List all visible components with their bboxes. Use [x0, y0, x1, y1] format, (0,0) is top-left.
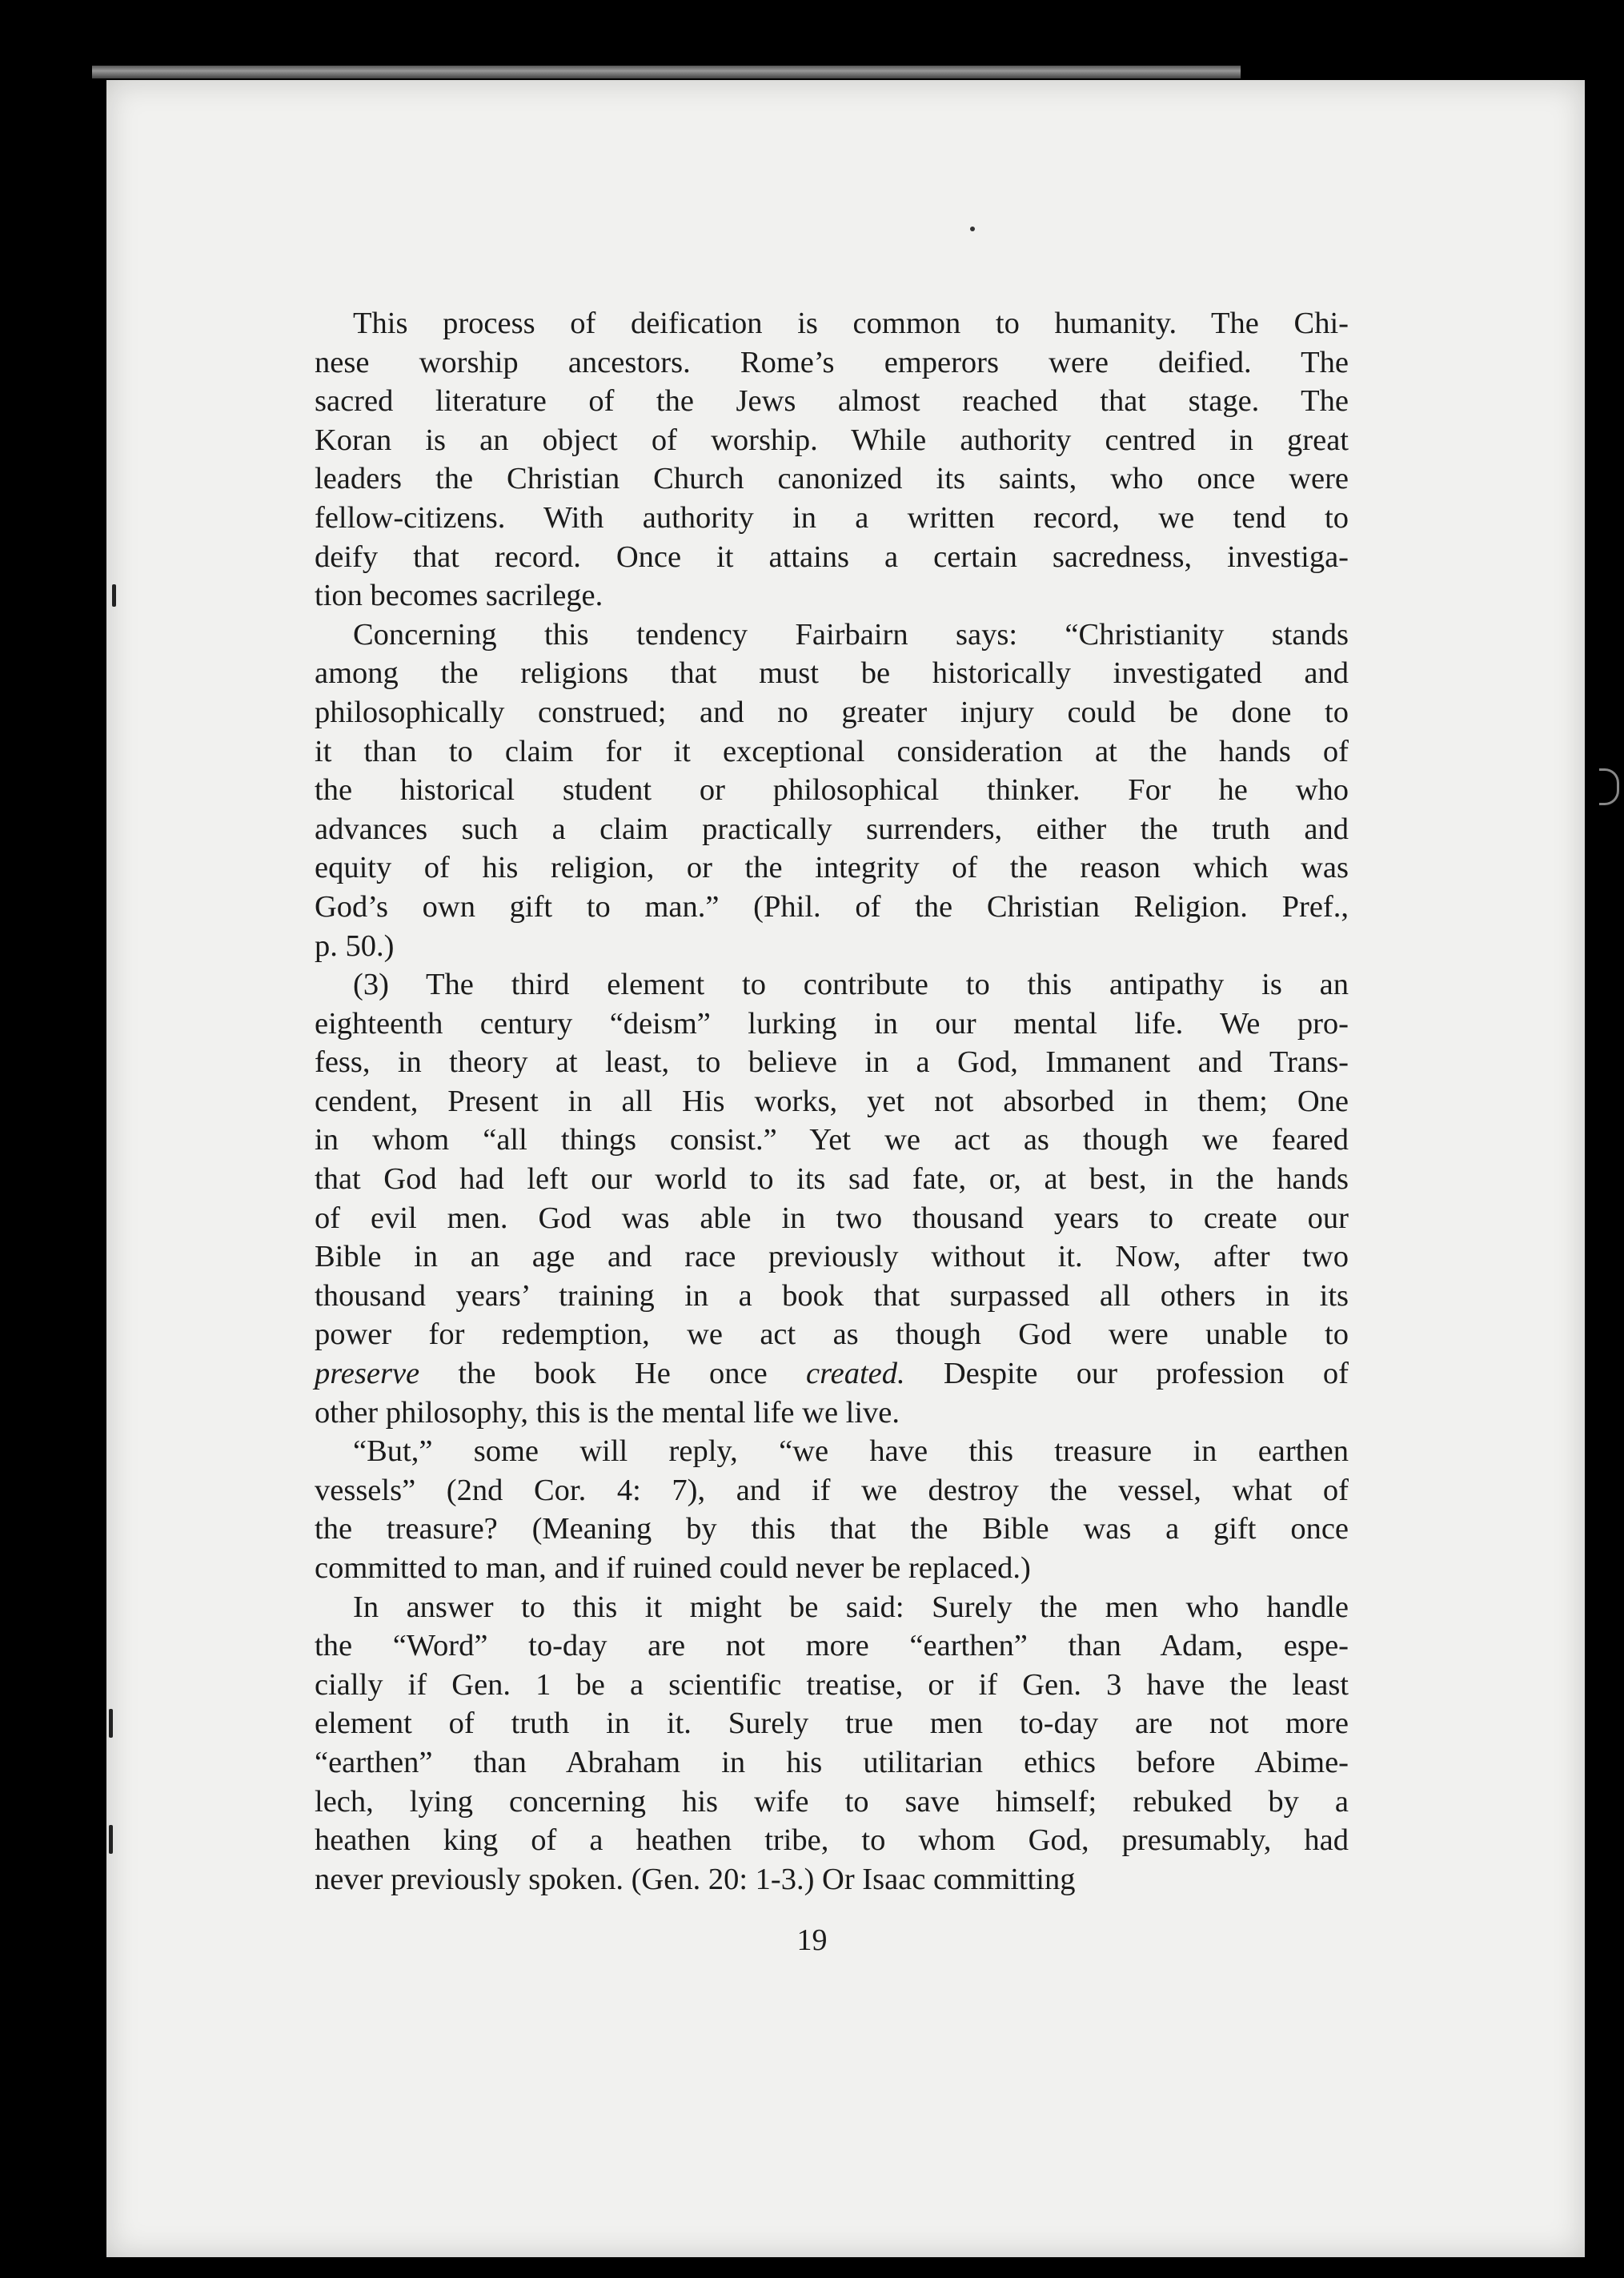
- text-line: thousand years’ training in a book that surpassed all others in its: [315, 1278, 1349, 1313]
- margin-mark: [109, 1825, 113, 1854]
- text-line: it than to claim for it exceptional consideration at the hands of: [315, 734, 1349, 768]
- paragraph: [315, 616, 1349, 965]
- text-line: deify that record. Once it attains a certain sacredness, investiga-: [315, 539, 1349, 574]
- text-line: cially if Gen. 1 be a scientific treatise, or if Gen. 3 have the least: [315, 1667, 1349, 1702]
- text-line: God’s own gift to man.” (Phil. of the Christian Religion. Pref.,: [315, 889, 1349, 924]
- text-line: In answer to this it might be said: Surely the men who handle: [353, 1590, 1349, 1624]
- text-line: power for redemption, we act as though God were unable to: [315, 1317, 1349, 1352]
- text-line: vessels” (2nd Cor. 4: 7), and if we destroy the vessel, what of: [315, 1473, 1349, 1507]
- paragraph: [315, 1588, 1349, 1899]
- text-line: the “Word” to-day are not more “earthen” than Adam, espe-: [315, 1629, 1349, 1663]
- text-line: sacred literature of the Jews almost reached that stage. The: [315, 384, 1349, 419]
- text-line: Concerning this tendency Fairbairn says: “Christianity stands: [353, 617, 1349, 652]
- text-line: “earthen” than Abraham in his utilitarian ethics before Abime-: [315, 1745, 1349, 1779]
- text-line: that God had left our world to its sad fate, or, at best, in the hands: [315, 1162, 1349, 1197]
- page-clip-mark: [1599, 768, 1619, 805]
- text-line: fellow-citizens. With authority in a written record, we tend to: [315, 500, 1349, 535]
- text-line: in whom “all things consist.” Yet we act as though we feared: [315, 1123, 1349, 1157]
- text-line: eighteenth century “deism” lurking in our mental life. We pro-: [315, 1006, 1349, 1041]
- paragraph: [315, 965, 1349, 1432]
- text-line: heathen king of a heathen tribe, to whom God, presumably, had: [315, 1823, 1349, 1858]
- paragraph: [315, 1432, 1349, 1587]
- text-line: of evil men. God was able in two thousand years to create our: [315, 1201, 1349, 1235]
- text-line: Koran is an object of worship. While authority centred in great: [315, 423, 1349, 457]
- film-edge: [92, 66, 1241, 78]
- text-line: This process of deification is common to humanity. The Chi-: [353, 307, 1349, 340]
- text-line: lech, lying concerning his wife to save himself; rebuked by a: [315, 1784, 1349, 1819]
- text-line: element of truth in it. Surely true men to-day are not more: [315, 1706, 1349, 1741]
- text-line: leaders the Christian Church canonized its saints, who once were: [315, 462, 1349, 496]
- text-line: the treasure? (Meaning by this that the Bible was a gift once: [315, 1512, 1349, 1546]
- text-line: never previously spoken. (Gen. 20: 1-3.) Or Isaac committing: [315, 1862, 1076, 1896]
- text-line: preserve the book He once created. Despite our profession of: [315, 1357, 1349, 1391]
- text-line: fess, in theory at least, to believe in a God, Immanent and Trans-: [315, 1045, 1349, 1080]
- text-line: equity of his religion, or the integrity of the reason which was: [315, 851, 1349, 885]
- text-line: Bible in an age and race previously without it. Now, after two: [315, 1240, 1349, 1274]
- page-number: 19: [796, 1923, 828, 1957]
- margin-mark: [112, 584, 116, 607]
- text-line: nese worship ancestors. Rome’s emperors were deified. The: [315, 345, 1349, 379]
- ink-speck: [970, 227, 975, 231]
- text-line: other philosophy, this is the mental life we live.: [315, 1395, 900, 1430]
- text-line: committed to man, and if ruined could never be replaced.): [315, 1551, 1031, 1585]
- paragraph: [315, 304, 1349, 616]
- margin-mark: [109, 1709, 113, 1738]
- text-line: advances such a claim practically surrenders, either the truth and: [315, 812, 1349, 846]
- text-line: “But,” some will reply, “we have this treasure in earthen: [353, 1434, 1349, 1469]
- body-text: [315, 304, 1349, 1899]
- text-line: philosophically construed; and no greater injury could be done to: [315, 695, 1349, 729]
- text-line: tion becomes sacrilege.: [315, 579, 603, 613]
- text-line: (3) The third element to contribute to this antipathy is an: [353, 968, 1349, 1002]
- text-line: p. 50.): [315, 928, 395, 963]
- text-line: the historical student or philosophical thinker. For he who: [315, 773, 1349, 808]
- text-line: among the religions that must be historically investigated and: [315, 656, 1349, 691]
- text-line: cendent, Present in all His works, yet not absorbed in them; One: [315, 1084, 1349, 1118]
